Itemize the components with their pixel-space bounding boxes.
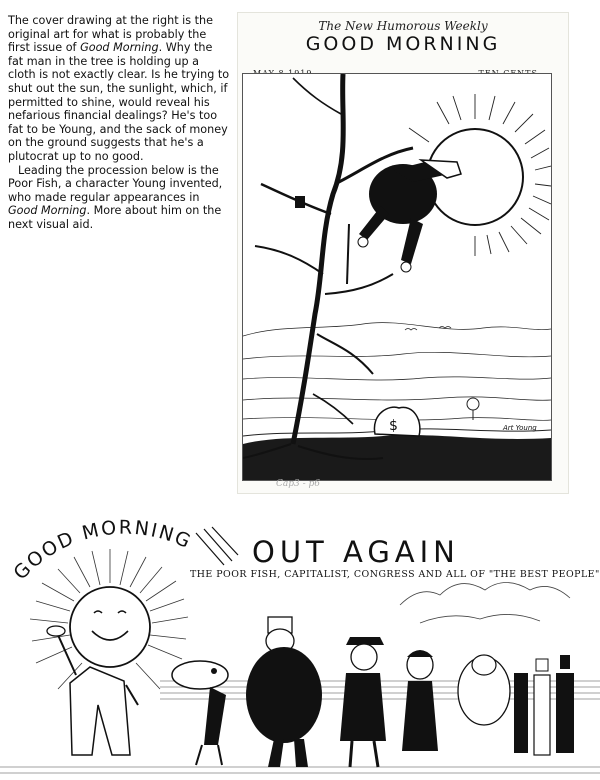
caption-p1-text-2: . Why the fat man in the tree is holding up a cloth is not exactly clear. Is he trying to shut out the sun, the sunlight, which, if permitted to shine, would reveal his nefarious financial dealings? He's too fat to be Young, and the sack of money on the ground suggests that he's a plutocrat up to no good. [8,41,230,163]
caption-p1-title: Good Morning [80,41,159,55]
best-people-group [458,655,574,755]
cover-subtitle: The New Humorous Weekly [318,19,488,33]
caption-paragraph-2 [8,164,230,232]
out-again-cartoon [0,505,600,780]
artist-signature: Art Young [503,424,537,432]
cartoon-caption: THE POOR FISH, CAPITALIST, CONGRESS AND ALL OF "THE BEST PEOPLE" [190,569,600,580]
tree [243,74,413,459]
top-hat [295,196,305,208]
distant-tree [467,398,479,420]
caption-p2-title: Good Morning [8,204,87,218]
caption-text [8,14,230,232]
cover-title: GOOD MORNING [305,33,501,55]
dollar-sign: $ [389,418,398,434]
magazine-cover [237,12,569,494]
landscape [243,323,551,421]
caption-p1-text: The cover drawing at the right is the original art for what is probably the first issue of [8,14,213,55]
caption-paragraph-1 [8,14,230,164]
money-sack [374,407,419,436]
cane [347,224,349,284]
caption-p2-text: Leading the procession below is the Poor Fish, a character Young invented, who made regular appearances in [8,163,223,204]
cover-illustration [242,73,552,481]
speed-strokes [196,527,238,565]
out-again-headline: OUT AGAIN [252,535,460,569]
pencil-mark: Cap3 - p6 [276,479,320,489]
woman-character [402,650,438,751]
arc-title [9,517,195,585]
capitalist-character [246,617,322,767]
ground [243,435,551,480]
caption-p2-text-2: . More about him on the next visual aid. [8,204,222,231]
clouds [400,583,570,624]
sun-character [30,549,188,755]
arc-title-text: GOOD MORNING [9,516,196,585]
cover-drawing [243,74,551,480]
poor-fish-character [172,661,228,765]
congress-character [340,637,386,767]
